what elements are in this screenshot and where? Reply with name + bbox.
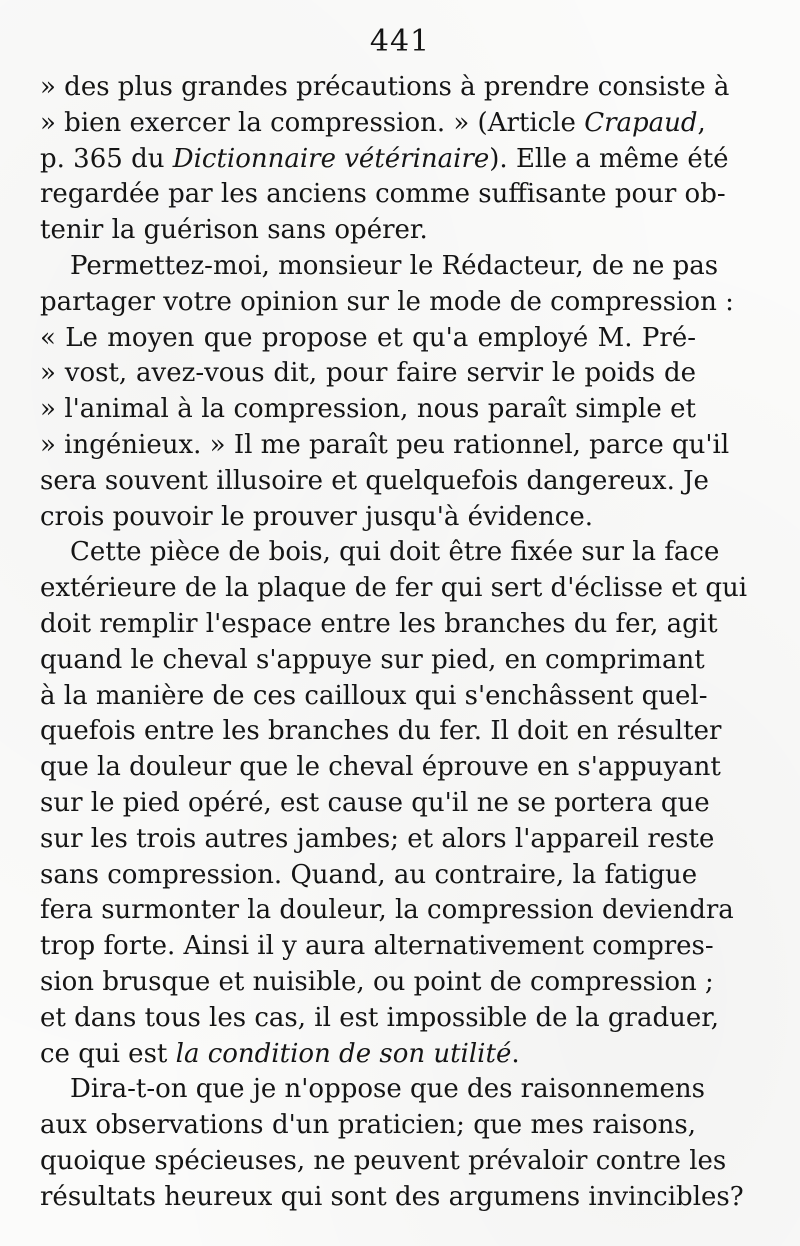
text-segment: sur le pied opéré, est cause qu'il ne se portera que bbox=[40, 787, 710, 818]
italic-text: Crapaud bbox=[584, 107, 698, 138]
text-line bbox=[40, 965, 714, 1001]
text-line bbox=[40, 929, 714, 965]
text-segment: fera surmonter la douleur, la compression deviendra bbox=[40, 895, 734, 926]
text-segment: trop forte. Ainsi il y aura alternativement compres- bbox=[40, 931, 714, 962]
text-line bbox=[40, 535, 720, 571]
text-segment: « Le moyen que propose et qu'a employé M. Pré- bbox=[40, 322, 696, 353]
text-segment: . bbox=[511, 1038, 520, 1069]
text-line bbox=[40, 500, 696, 536]
text-line bbox=[40, 1180, 744, 1216]
text-segment: » des plus grandes précautions à prendre consiste à bbox=[40, 72, 730, 102]
text-segment: sans compression. Quand, au contraire, la fatigue bbox=[40, 859, 698, 890]
text-line bbox=[40, 1072, 705, 1108]
text-line bbox=[40, 750, 721, 786]
text-segment: Cette pièce de bois, qui doit être fixée sur la face bbox=[70, 537, 720, 568]
text-segment: regardée par les anciens comme suffisante pour ob- bbox=[40, 179, 726, 210]
page-number: 441 bbox=[369, 24, 431, 59]
text-segment: et dans tous les cas, il est impossible de la graduer, bbox=[40, 1002, 720, 1033]
text-line bbox=[40, 249, 719, 285]
text-line bbox=[40, 607, 718, 643]
text-segment: extérieure de la plaque de fer qui sert d'éclisse et qui bbox=[40, 573, 748, 604]
text-segment: Permettez-moi, monsieur le Rédacteur, de ne pas bbox=[70, 250, 719, 281]
body-text bbox=[40, 70, 748, 1216]
text-segment: sion brusque et nuisible, ou point de compression ; bbox=[40, 966, 714, 997]
text-line bbox=[40, 1037, 696, 1073]
text-line bbox=[40, 356, 696, 392]
text-segment: aux observations d'un praticien; que mes raisons, bbox=[40, 1110, 696, 1141]
text-line bbox=[40, 714, 722, 750]
text-segment: à la manière de ces cailloux qui s'enchâssent quel- bbox=[40, 680, 708, 711]
italic-text: la condition de son utilité bbox=[175, 1038, 512, 1069]
text-line bbox=[40, 142, 729, 178]
text-line bbox=[40, 858, 696, 894]
text-segment: que la douleur que le cheval éprouve en s'appuyant bbox=[40, 752, 721, 783]
text-segment: doit remplir l'espace entre les branches du fer, agit bbox=[40, 608, 718, 639]
text-line bbox=[40, 786, 710, 822]
text-segment: » bien exercer la compression. » (Article bbox=[40, 107, 585, 138]
text-segment: tenir la guérison sans opérer. bbox=[40, 215, 428, 246]
text-segment: sera souvent illusoire et quelquefois dangereux. Je bbox=[40, 465, 709, 496]
text-segment: p. 365 du bbox=[40, 143, 173, 174]
text-line bbox=[40, 893, 734, 929]
text-line bbox=[40, 1108, 696, 1144]
text-segment: , bbox=[697, 107, 706, 138]
text-line bbox=[40, 285, 734, 321]
text-segment: » l'animal à la compression, nous paraît simple et bbox=[40, 394, 696, 425]
text-line bbox=[40, 643, 705, 679]
text-segment: sur les trois autres jambes; et alors l'appareil reste bbox=[40, 823, 715, 854]
text-line bbox=[40, 392, 696, 428]
italic-text: Dictionnaire vétérinaire bbox=[172, 143, 490, 174]
text-line bbox=[40, 464, 709, 500]
text-segment: quand le cheval s'appuye sur pied, en comprimant bbox=[40, 644, 705, 675]
text-line bbox=[40, 106, 706, 142]
text-segment: ). Elle a même été bbox=[489, 143, 729, 174]
text-line bbox=[40, 321, 696, 357]
text-segment: » ingénieux. » Il me paraît peu rationnel, parce qu'il bbox=[40, 429, 730, 460]
text-line bbox=[40, 1144, 727, 1180]
text-line bbox=[40, 1001, 720, 1037]
text-line bbox=[40, 571, 748, 607]
text-segment: » vost, avez-vous dit, pour faire servir le poids de bbox=[40, 358, 696, 389]
text-segment: quoique spécieuses, ne peuvent prévaloir contre les bbox=[40, 1145, 727, 1176]
text-line bbox=[40, 679, 708, 715]
text-segment: quefois entre les branches du fer. Il doit en résulter bbox=[40, 716, 722, 747]
text-segment: Dira-t-on que je n'oppose que des raisonnemens bbox=[70, 1074, 705, 1105]
text-line bbox=[40, 177, 726, 213]
text-segment: crois pouvoir le prouver jusqu'à évidence. bbox=[40, 501, 593, 532]
text-line bbox=[40, 428, 730, 464]
text-line bbox=[40, 822, 715, 858]
text-line bbox=[40, 213, 696, 249]
text-segment: ce qui est bbox=[40, 1038, 176, 1069]
text-segment: résultats heureux qui sont des argumens invincibles? bbox=[40, 1181, 744, 1212]
text-line bbox=[40, 70, 730, 106]
text-segment: partager votre opinion sur le mode de compression : bbox=[40, 286, 734, 317]
